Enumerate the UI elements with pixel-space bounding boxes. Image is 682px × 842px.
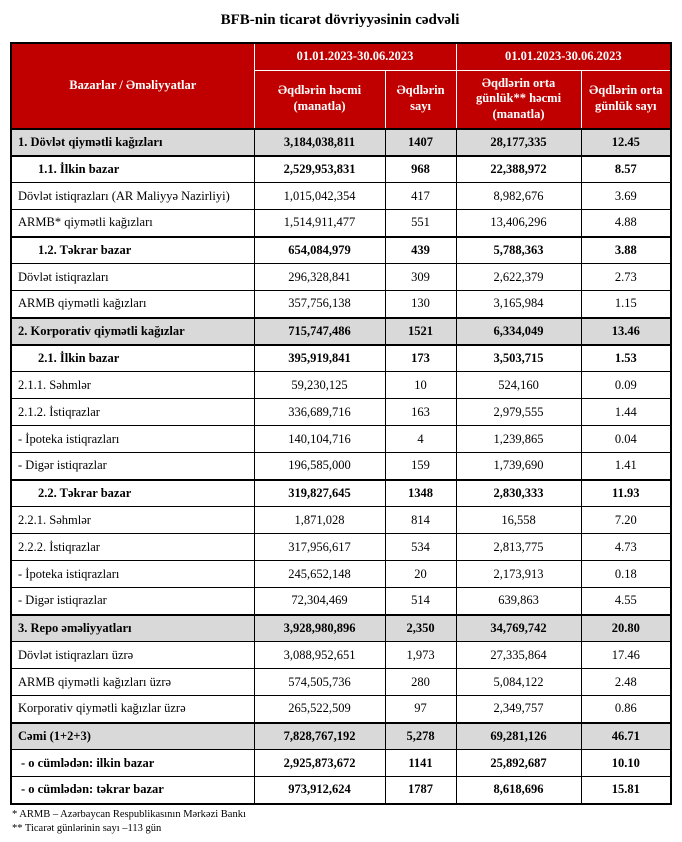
row-value: 140,104,716 bbox=[254, 426, 385, 453]
table-row bbox=[11, 777, 671, 804]
row-value: 2,529,953,831 bbox=[254, 156, 385, 183]
row-value: 4 bbox=[385, 426, 456, 453]
row-label: - Digər istiqrazlar bbox=[11, 453, 254, 480]
row-value: 4.55 bbox=[581, 588, 671, 615]
row-value: 10.10 bbox=[581, 750, 671, 777]
row-label: 2.2.1. Səhmlər bbox=[11, 507, 254, 534]
table-row bbox=[11, 264, 671, 291]
row-value: 72,304,469 bbox=[254, 588, 385, 615]
row-label: 2. Korporativ qiymətli kağızlar bbox=[11, 318, 254, 345]
table-row bbox=[11, 453, 671, 480]
footnotes bbox=[10, 805, 670, 836]
row-value: 319,827,645 bbox=[254, 480, 385, 507]
row-label: - İpoteka istiqrazları bbox=[11, 426, 254, 453]
row-value: 439 bbox=[385, 237, 456, 264]
table-row bbox=[11, 372, 671, 399]
row-value: 5,084,122 bbox=[456, 669, 581, 696]
row-value: 524,160 bbox=[456, 372, 581, 399]
row-value: 715,747,486 bbox=[254, 318, 385, 345]
row-label: - o cümlədən: ilkin bazar bbox=[11, 750, 254, 777]
row-value: 0.86 bbox=[581, 696, 671, 723]
page-title: BFB-nin ticarət dövriyyəsinin cədvəli bbox=[220, 12, 460, 28]
row-value: 3,503,715 bbox=[456, 345, 581, 372]
row-value: 1.53 bbox=[581, 345, 671, 372]
table-row bbox=[11, 291, 671, 318]
table-body bbox=[11, 129, 671, 804]
row-value: 8,982,676 bbox=[456, 183, 581, 210]
row-value: 10 bbox=[385, 372, 456, 399]
row-value: 1.44 bbox=[581, 399, 671, 426]
row-value: 6,334,049 bbox=[456, 318, 581, 345]
row-value: 2,813,775 bbox=[456, 534, 581, 561]
row-value: 1.15 bbox=[581, 291, 671, 318]
row-value: 1,239,865 bbox=[456, 426, 581, 453]
header-period-row bbox=[11, 43, 671, 70]
row-value: 8,618,696 bbox=[456, 777, 581, 804]
row-value: 2,173,913 bbox=[456, 561, 581, 588]
table-row bbox=[11, 642, 671, 669]
row-value: 69,281,126 bbox=[456, 723, 581, 750]
row-value: 17.46 bbox=[581, 642, 671, 669]
row-value: 1787 bbox=[385, 777, 456, 804]
table-row bbox=[11, 696, 671, 723]
row-value: 968 bbox=[385, 156, 456, 183]
row-value: 11.93 bbox=[581, 480, 671, 507]
row-label: - İpoteka istiqrazları bbox=[11, 561, 254, 588]
row-label: 1.2. Təkrar bazar bbox=[11, 237, 254, 264]
row-value: 20 bbox=[385, 561, 456, 588]
row-value: 196,585,000 bbox=[254, 453, 385, 480]
table-row bbox=[11, 480, 671, 507]
table-row bbox=[11, 615, 671, 642]
row-value: 2,979,555 bbox=[456, 399, 581, 426]
row-value: 2,349,757 bbox=[456, 696, 581, 723]
row-value: 336,689,716 bbox=[254, 399, 385, 426]
row-value: 357,756,138 bbox=[254, 291, 385, 318]
row-value: 2.73 bbox=[581, 264, 671, 291]
row-value: 13.46 bbox=[581, 318, 671, 345]
row-value: 5,278 bbox=[385, 723, 456, 750]
row-label: 1.1. İlkin bazar bbox=[11, 156, 254, 183]
row-label: Cəmi (1+2+3) bbox=[11, 723, 254, 750]
row-value: 12.45 bbox=[581, 129, 671, 156]
row-label: ARMB qiymətli kağızları üzrə bbox=[11, 669, 254, 696]
row-value: 0.09 bbox=[581, 372, 671, 399]
row-value: 814 bbox=[385, 507, 456, 534]
row-value: 3,165,984 bbox=[456, 291, 581, 318]
row-value: 7,828,767,192 bbox=[254, 723, 385, 750]
row-value: 59,230,125 bbox=[254, 372, 385, 399]
row-value: 97 bbox=[385, 696, 456, 723]
row-value: 0.04 bbox=[581, 426, 671, 453]
row-value: 296,328,841 bbox=[254, 264, 385, 291]
row-value: 417 bbox=[385, 183, 456, 210]
period-header-2: 01.01.2023-30.06.2023 bbox=[456, 43, 671, 70]
table-row bbox=[11, 399, 671, 426]
row-label: 2.1.2. İstiqrazlar bbox=[11, 399, 254, 426]
column-header-avg-daily-volume: Əqdlərin orta günlük** həcmi (manatla) bbox=[456, 70, 581, 128]
row-value: 309 bbox=[385, 264, 456, 291]
table-row bbox=[11, 534, 671, 561]
row-value: 3,088,952,651 bbox=[254, 642, 385, 669]
row-label: Dövlət istiqrazları bbox=[11, 264, 254, 291]
row-label: 2.1.1. Səhmlər bbox=[11, 372, 254, 399]
row-value: 159 bbox=[385, 453, 456, 480]
table-row bbox=[11, 507, 671, 534]
table-row bbox=[11, 210, 671, 237]
row-value: 1141 bbox=[385, 750, 456, 777]
row-value: 34,769,742 bbox=[456, 615, 581, 642]
row-value: 2.48 bbox=[581, 669, 671, 696]
row-value: 1407 bbox=[385, 129, 456, 156]
table-row bbox=[11, 669, 671, 696]
row-label: ARMB qiymətli kağızları bbox=[11, 291, 254, 318]
table-row bbox=[11, 561, 671, 588]
row-value: 173 bbox=[385, 345, 456, 372]
table-row bbox=[11, 318, 671, 345]
row-value: 1,739,690 bbox=[456, 453, 581, 480]
table-row bbox=[11, 750, 671, 777]
row-label: Dövlət istiqrazları üzrə bbox=[11, 642, 254, 669]
row-value: 265,522,509 bbox=[254, 696, 385, 723]
row-label: 1. Dövlət qiymətli kağızları bbox=[11, 129, 254, 156]
row-value: 4.88 bbox=[581, 210, 671, 237]
column-header-deal-count: Əqdlərin sayı bbox=[385, 70, 456, 128]
row-value: 20.80 bbox=[581, 615, 671, 642]
row-value: 280 bbox=[385, 669, 456, 696]
row-value: 46.71 bbox=[581, 723, 671, 750]
row-value: 2,925,873,672 bbox=[254, 750, 385, 777]
row-value: 13,406,296 bbox=[456, 210, 581, 237]
row-value: 8.57 bbox=[581, 156, 671, 183]
row-label: 2.1. İlkin bazar bbox=[11, 345, 254, 372]
row-value: 3,928,980,896 bbox=[254, 615, 385, 642]
row-value: 1,973 bbox=[385, 642, 456, 669]
row-value: 15.81 bbox=[581, 777, 671, 804]
trade-turnover-table bbox=[10, 42, 672, 805]
column-header-avg-daily-count: Əqdlərin orta günlük sayı bbox=[581, 70, 671, 128]
table-row bbox=[11, 237, 671, 264]
column-header-markets-operations: Bazarlar / Əməliyyatlar bbox=[11, 43, 254, 129]
row-value: 130 bbox=[385, 291, 456, 318]
footnote-trading-days: ** Ticarət günlərinin sayı –113 gün bbox=[12, 822, 162, 834]
row-label: Korporativ qiymətli kağızlar üzrə bbox=[11, 696, 254, 723]
row-value: 1348 bbox=[385, 480, 456, 507]
table-row bbox=[11, 426, 671, 453]
row-value: 1.41 bbox=[581, 453, 671, 480]
table-row bbox=[11, 588, 671, 615]
table-row bbox=[11, 183, 671, 210]
row-value: 163 bbox=[385, 399, 456, 426]
row-value: 639,863 bbox=[456, 588, 581, 615]
row-value: 28,177,335 bbox=[456, 129, 581, 156]
row-value: 27,335,864 bbox=[456, 642, 581, 669]
row-value: 654,084,979 bbox=[254, 237, 385, 264]
row-value: 1,015,042,354 bbox=[254, 183, 385, 210]
row-value: 395,919,841 bbox=[254, 345, 385, 372]
table-row bbox=[11, 156, 671, 183]
table-row bbox=[11, 129, 671, 156]
row-value: 3,184,038,811 bbox=[254, 129, 385, 156]
row-value: 22,388,972 bbox=[456, 156, 581, 183]
row-value: 245,652,148 bbox=[254, 561, 385, 588]
row-value: 25,892,687 bbox=[456, 750, 581, 777]
row-value: 7.20 bbox=[581, 507, 671, 534]
row-value: 2,830,333 bbox=[456, 480, 581, 507]
row-value: 4.73 bbox=[581, 534, 671, 561]
row-value: 1,514,911,477 bbox=[254, 210, 385, 237]
row-value: 5,788,363 bbox=[456, 237, 581, 264]
row-label: ARMB* qiymətli kağızları bbox=[11, 210, 254, 237]
column-header-deal-volume: Əqdlərin həcmi (manatla) bbox=[254, 70, 385, 128]
row-value: 551 bbox=[385, 210, 456, 237]
table-row bbox=[11, 723, 671, 750]
row-value: 3.69 bbox=[581, 183, 671, 210]
row-label: 2.2. Təkrar bazar bbox=[11, 480, 254, 507]
row-value: 534 bbox=[385, 534, 456, 561]
row-value: 16,558 bbox=[456, 507, 581, 534]
row-label: 2.2.2. İstiqrazlar bbox=[11, 534, 254, 561]
row-value: 3.88 bbox=[581, 237, 671, 264]
row-value: 2,350 bbox=[385, 615, 456, 642]
row-value: 1,871,028 bbox=[254, 507, 385, 534]
table-header bbox=[11, 43, 671, 129]
row-label: - Digər istiqrazlar bbox=[11, 588, 254, 615]
row-value: 574,505,736 bbox=[254, 669, 385, 696]
row-value: 973,912,624 bbox=[254, 777, 385, 804]
footnote-armb: * ARMB – Azərbaycan Respublikasının Mərkəzi Bankı bbox=[12, 808, 246, 820]
row-value: 317,956,617 bbox=[254, 534, 385, 561]
row-label: 3. Repo əməliyyatları bbox=[11, 615, 254, 642]
row-label: - o cümlədən: təkrar bazar bbox=[11, 777, 254, 804]
row-label: Dövlət istiqrazları (AR Maliyyə Nazirliyi) bbox=[11, 183, 254, 210]
row-value: 514 bbox=[385, 588, 456, 615]
table-row bbox=[11, 345, 671, 372]
row-value: 1521 bbox=[385, 318, 456, 345]
row-value: 0.18 bbox=[581, 561, 671, 588]
period-header-1: 01.01.2023-30.06.2023 bbox=[254, 43, 456, 70]
row-value: 2,622,379 bbox=[456, 264, 581, 291]
